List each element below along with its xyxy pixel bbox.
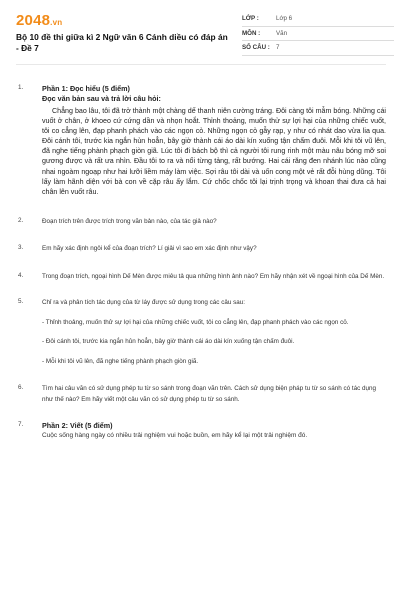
question-6 [16,384,386,405]
meta-label: SỐ CÂU : [242,44,270,52]
header-divider [16,64,386,65]
question-text: Cuộc sống hàng ngày có nhiều trải nghiệm vui hoặc buồn, em hãy kể lại một trải nghiệm đó. [42,432,308,440]
sub-item: - Thỉnh thoảng, muốn thử sự lợi hại của những chiếc vuốt, tôi co cẳng lên, đạp phanh phách vào các ngọn cỏ. [42,318,349,326]
site-logo[interactable] [16,12,62,29]
header [16,10,386,62]
question-text: Chỉ ra và phân tích tác dụng của từ láy được sử dụng trong các câu sau: [42,299,245,307]
instruction: Đọc văn bản sau và trả lời câu hỏi: [42,94,161,103]
question-4 [16,272,386,283]
question-3 [16,244,386,255]
document-title: Bộ 10 đề thi giữa kì 2 Ngữ văn 6 Cánh diều có đáp án - Đề 7 [16,32,228,53]
question-text: Trong đoạn trích, ngoại hình Dế Mèn được miêu tả qua những hình ảnh nào? Em hãy nhận xét về ngoại hình của Dế Mèn. [42,272,385,280]
question-text: Đoạn trích trên được trích trong văn bản nào, của tác giả nào? [42,217,217,225]
question-number: 6. [18,384,24,392]
meta-value: Văn [276,29,288,37]
question-number: 2. [18,216,24,224]
logo-suffix: .vn [50,18,63,27]
question-number: 4. [18,271,24,279]
meta-table [242,12,394,56]
question-5 [16,298,386,367]
question-1 [16,84,386,197]
question-number: 7. [18,421,24,429]
question-7 [16,421,386,441]
reading-passage: Chẳng bao lâu, tôi đã trở thành một chàng dế thanh niên cường tráng. Đôi càng tôi mẫm bóng. Những cái vuốt ở chân, ở khoeo cứ cứng dần và nhọn hoắt. Thỉnh thoảng, muốn thử sự lợi hại của những chiếc vuốt, tôi co cẳng lên, đạp phanh phách vào các ngọn cỏ. Những ngọn cỏ gẫy rạp, y như có nhát dao vừa lia qua. Đôi cánh tôi, trước kia ngắn hủn hoẳn, bây giờ thành cái áo dài kín xuống tận chấm đuôi. Mỗi khi tôi vũ lên, đã nghe tiếng phành phạch giòn giã. Lúc tôi đi bách bộ thì cả người tôi rung rinh một màu nâu bóng mỡ soi gương được và rất ưa nhìn. Đầu tôi to ra và nổi từng tảng, rất bướng. Hai cái răng đen nhánh lúc nào cũng nhai ngoàm ngoạp như hai lưỡi liềm máy làm việc. Sợi râu tôi dài và uốn cong một vẻ rất đỗi hùng dũng. Tôi lấy làm hãnh diện với bà con về cặp râu ấy lắm. Cứ chốc chốc tôi lại trịnh trọng và khoan thai đưa cả hai chân lên vuốt râu. [42,107,386,196]
question-text: Em hãy xác định ngôi kể của đoạn trích? Lí giải vì sao em xác định như vậy? [42,245,257,253]
question-text: Tìm hai câu văn có sử dụng phép tu từ so sánh trong đoạn văn trên. Cách sử dụng biện pháp tu từ so sánh có tác dụng như thế nào? Em hãy viết một câu văn có sử dụng phép tu từ so sánh. [42,385,377,403]
sub-item: - Mỗi khi tôi vũ lên, đã nghe tiếng phành phạch giòn giã. [42,357,199,365]
questions-list [16,84,386,441]
sub-item: - Đôi cánh tôi, trước kia ngắn hủn hoẳn, bây giờ thành cái áo dài kín xuống tận chấm đuôi. [42,338,295,346]
meta-value: 7 [276,44,280,52]
meta-row-grade [242,12,394,27]
meta-row-subject [242,27,394,42]
part-title: Phần 1: Đọc hiểu (5 điểm) [42,84,130,93]
question-number: 1. [18,84,24,91]
question-2 [16,217,386,228]
question-number: 3. [18,244,24,252]
question-number: 5. [18,298,24,306]
logo-text: 2048 [16,12,51,29]
meta-value: Lớp 6 [276,15,293,23]
meta-label: MÔN : [242,29,261,37]
meta-label: LỚP : [242,15,259,23]
part-title: Phần 2: Viết (5 điểm) [42,421,113,431]
meta-row-question-count [242,41,394,56]
